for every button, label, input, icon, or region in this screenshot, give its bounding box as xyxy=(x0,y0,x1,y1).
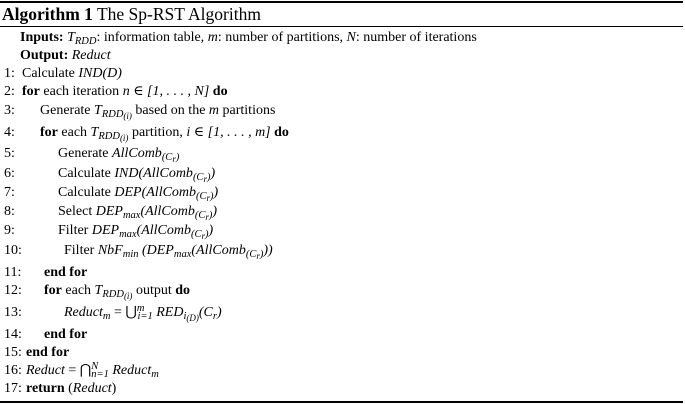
line-number: 2: xyxy=(4,84,15,99)
line-number: 8: xyxy=(4,204,15,219)
inputs-n-desc: : number of iterations xyxy=(355,30,477,45)
line-number: 4: xyxy=(4,125,15,140)
algorithm-caption xyxy=(2,3,261,25)
line-number: 3: xyxy=(4,103,15,118)
caption-title: The Sp-RST Algorithm xyxy=(96,4,261,24)
line-number: 15: xyxy=(4,345,22,360)
inputs-m-desc: : number of partitions, xyxy=(217,30,347,45)
line-number: 11: xyxy=(4,265,22,280)
inputs-table-desc: : information table, xyxy=(96,30,208,45)
line-number: 1: xyxy=(4,66,15,81)
line-number: 6: xyxy=(4,166,15,181)
caption-label: Algorithm 1 xyxy=(2,4,93,24)
inputs-n-var: N xyxy=(346,30,356,45)
line-number: 5: xyxy=(4,146,15,161)
line-number: 13: xyxy=(4,305,22,320)
output-label: Output: xyxy=(20,48,69,63)
output-var: Reduct xyxy=(71,48,111,63)
inputs-table-var: $T_{RDD}$ xyxy=(67,30,97,47)
line-number: 17: xyxy=(4,381,22,396)
line-number: 14: xyxy=(4,327,22,342)
bottom-rule xyxy=(0,401,683,403)
line-number: 16: xyxy=(4,363,22,378)
inputs-m-var: m xyxy=(207,30,218,45)
line-number: 12: xyxy=(4,283,22,298)
line-number: 10: xyxy=(4,243,22,258)
inputs-label: Inputs: xyxy=(20,30,64,45)
line-number: 7: xyxy=(4,185,15,200)
line-number: 9: xyxy=(4,223,15,238)
